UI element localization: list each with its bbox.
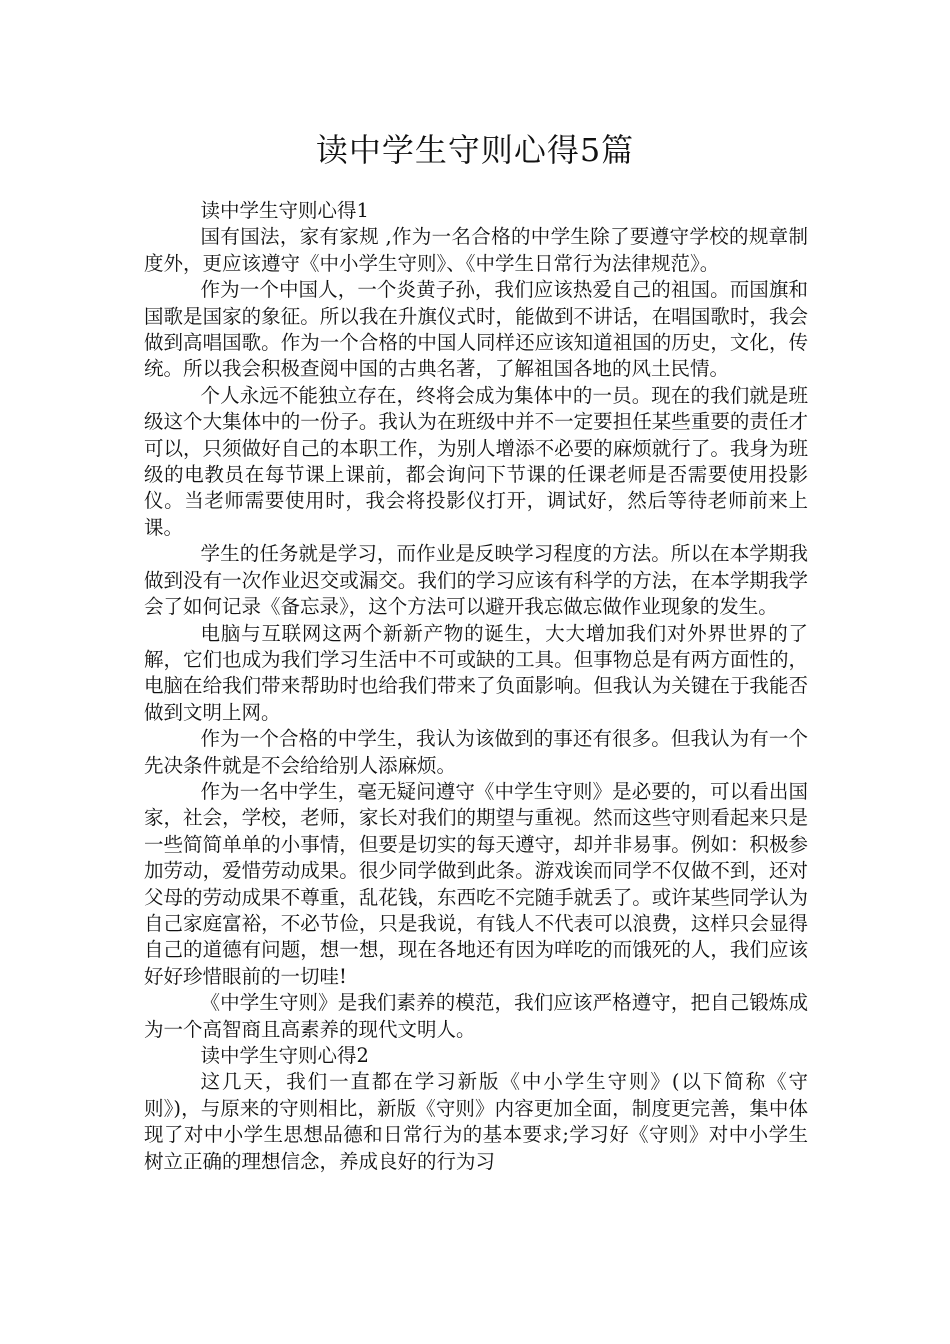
- section-heading-1: 读中学生守则心得1: [200, 199, 369, 222]
- section-heading-2: 读中学生守则心得2: [200, 1044, 369, 1067]
- paragraph: 作为一个中国人，一个炎黄子孙，我们应该热爱自己的祖国。而国旗和国歌是国家的象征。所以我在升旗仪式时，能做到不讲话，在唱国歌时，我会做到高唱国歌。作为一个合格的中国人同样还应该知道祖国的历史，文化，传统。所以我会积极查阅中国的古典名著，了解祖国各地的风土民情。: [144, 278, 808, 381]
- paragraph: 作为一名中学生，毫无疑问遵守《中学生守则》是必要的，可以看出国家，社会，学校，老师，家长对我们的期望与重视。然而这些守则看起来只是一些简简单单的小事情，但要是切实的每天遵守，却并非易事。例如：积极参加劳动，爱惜劳动成果。很少同学做到此条。游戏诶而同学不仅做不到，还对父母的劳动成果不尊重，乱花钱，东西吃不完随手就丢了。或许某些同学认为自己家庭富裕，不必节俭，只是我说，有钱人不代表可以浪费，这样只会显得自己的道德有问题，想一想，现在各地还有因为咩吃的而饿死的人，我们应该好好珍惜眼前的一切哇!: [144, 779, 808, 988]
- paragraph: 《中学生守则》是我们素养的模范，我们应该严格遵守，把自己锻炼成为一个高智商且高素养的现代文明人。: [144, 991, 808, 1041]
- paragraph: 国有国法，家有家规 ,作为一名合格的中学生除了要遵守学校的规章制度外，更应该遵守《中小学生守则》、《中学生日常行为法律规范》。: [144, 225, 808, 275]
- document-body: [144, 198, 808, 1175]
- paragraph: 作为一个合格的中学生，我认为该做到的事还有很多。但我认为有一个先决条件就是不会给给别人添麻烦。: [144, 727, 808, 777]
- paragraph: 这几天，我们一直都在学习新版《中小学生守则》(以下简称《守则》)，与原来的守则相比，新版《守则》内容更加全面，制度更完善，集中体现了对中小学生思想品德和日常行为的基本要求;学习好《守则》对中小学生树立正确的理想信念，养成良好的行为习: [144, 1070, 808, 1173]
- paragraph: 学生的任务就是学习，而作业是反映学习程度的方法。所以在本学期我做到没有一次作业迟交或漏交。我们的学习应该有科学的方法，在本学期我学会了如何记录《备忘录》，这个方法可以避开我忘做忘做作业现象的发生。: [144, 542, 808, 619]
- paragraph: 电脑与互联网这两个新新产物的诞生，大大增加我们对外界世界的了解，它们也成为我们学习生活中不可或缺的工具。但事物总是有两方面性的，电脑在给我们带来帮助时也给我们带来了负面影响。但我认为关键在于我能否做到文明上网。: [144, 621, 808, 724]
- document-title: 读中学生守则心得5篇: [315, 131, 635, 169]
- paragraph: 个人永远不能独立存在，终将会成为集体中的一员。现在的我们就是班级这个大集体中的一份子。我认为在班级中并不一定要担任某些重要的责任才可以，只须做好自己的本职工作，为别人增添不必要的麻烦就行了。我身为班级的电教员在每节课上课前，都会询问下节课的任课老师是否需要使用投影仪。当老师需要使用时，我会将投影仪打开，调试好，然后等待老师前来上课。: [144, 383, 808, 539]
